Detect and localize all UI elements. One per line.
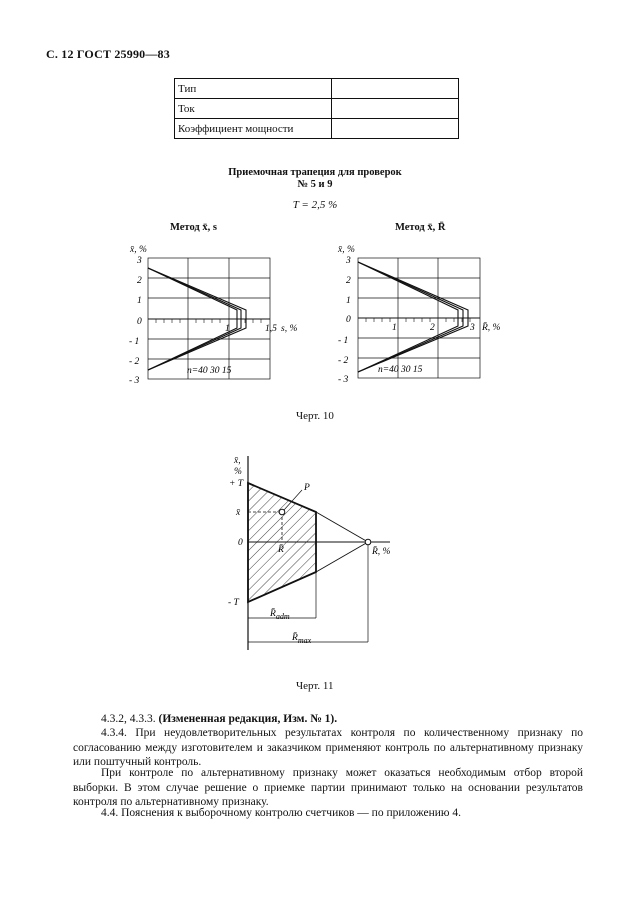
table-cell-label: Тип <box>175 79 332 99</box>
plus-t-label: + T <box>229 479 244 489</box>
chart-right <box>330 240 525 390</box>
y-axis-label: x̄, <box>234 456 241 466</box>
y-tick: - 1 <box>338 336 349 346</box>
table-cell-value <box>332 99 459 119</box>
y-tick: - 3 <box>338 375 349 385</box>
section-title: Приемочная трапеция для проверок <box>228 167 402 178</box>
page-header: С. 12 ГОСТ 25990—83 <box>46 47 170 61</box>
point-p <box>279 509 285 515</box>
r-max-label <box>291 632 312 645</box>
acceptance-curve-n40 <box>358 262 458 372</box>
y-axis-unit: % <box>234 467 242 477</box>
y-tick: 2 <box>346 276 351 286</box>
r-max-base: R̄ <box>292 633 298 643</box>
y-axis-label: x̄, % <box>130 245 147 255</box>
paragraph-text: 4.3.2, 4.3.3. <box>101 713 159 725</box>
y-tick: 0 <box>346 315 351 325</box>
paragraph <box>73 766 583 810</box>
x-tick: 1 <box>392 323 397 333</box>
y-axis-label: x̄, % <box>338 245 355 255</box>
r-adm-base: R̄ <box>270 609 276 619</box>
y-tick: 2 <box>137 276 142 286</box>
figure-caption: Черт. 11 <box>296 680 334 692</box>
r-max-sub: max <box>297 636 312 645</box>
limit-point <box>365 539 371 545</box>
trapezoid-diagram <box>220 450 420 665</box>
x-tick: 3 <box>470 323 475 333</box>
y-tick: 3 <box>346 256 351 266</box>
x-axis-label: R̄, % <box>482 323 501 333</box>
r-adm-sub: adm <box>275 612 290 621</box>
tolerance-label: T = 2,5 % <box>292 199 338 211</box>
x-tick: 1 <box>225 324 230 334</box>
r-axis-label: R̄, % <box>372 547 391 557</box>
y-tick: 1 <box>137 296 142 306</box>
section-subtitle: № 5 и 9 <box>297 179 333 190</box>
paragraph <box>73 712 583 727</box>
acceptance-curve-n30 <box>358 262 463 372</box>
xbar-label: x̄ <box>236 508 241 518</box>
paragraph-text: 4.3.4. При неудовлетворительных результатах контроля по количественному признаку по согласованию между изготовителем и заказчиком применяют контроль по альтернативному признаку или поштучный контроль. <box>73 727 583 769</box>
minus-t-label: - T <box>228 598 239 608</box>
right-chart-title: Метод x̄, R̄ <box>395 222 446 233</box>
sample-size-label: n=40 30 15 <box>378 365 423 375</box>
chart-left <box>115 240 320 390</box>
y-tick: 3 <box>137 256 142 266</box>
table-row <box>175 99 459 119</box>
y-tick: - 3 <box>129 376 140 386</box>
table-cell-value <box>332 119 459 139</box>
y-tick: - 1 <box>129 337 140 347</box>
paragraph <box>73 726 583 770</box>
y-tick: - 2 <box>338 356 349 366</box>
paragraph-text: При контроле по альтернативному признаку может оказаться необходимым отбор второй выборки. В этом случае решение о приемке партии принимают только на основании результатов контроля по альтернативному признаку. <box>73 767 583 809</box>
y-tick: 0 <box>137 317 142 327</box>
r-adm-label <box>269 608 290 621</box>
table-row <box>175 119 459 139</box>
parameters-table <box>174 78 459 139</box>
paragraph-bold: (Измененная редакция, Изм. № 1). <box>158 713 338 725</box>
table-cell-value <box>332 79 459 99</box>
x-axis-label: s, % <box>281 324 298 334</box>
paragraph-text: 4.4. Пояснения к выборочному контролю счетчиков — по приложению 4. <box>101 807 462 819</box>
table-cell-label: Коэффициент мощности <box>175 119 332 139</box>
y-tick: - 2 <box>129 357 140 367</box>
left-chart-title: Метод x̄, s <box>170 222 217 233</box>
figure-caption: Черт. 10 <box>296 410 334 422</box>
table-cell-label: Ток <box>175 99 332 119</box>
acceptance-curve-n15 <box>358 262 468 372</box>
p-label: P <box>304 483 310 493</box>
r-label: R̄ <box>278 545 284 555</box>
y-tick: 1 <box>346 296 351 306</box>
x-tick: 2 <box>430 323 435 333</box>
zero-label: 0 <box>238 538 243 548</box>
table-row <box>175 79 459 99</box>
paragraph <box>73 806 583 821</box>
sample-size-label: n=40 30 15 <box>187 366 232 376</box>
x-tick: 1,5 <box>265 324 277 334</box>
